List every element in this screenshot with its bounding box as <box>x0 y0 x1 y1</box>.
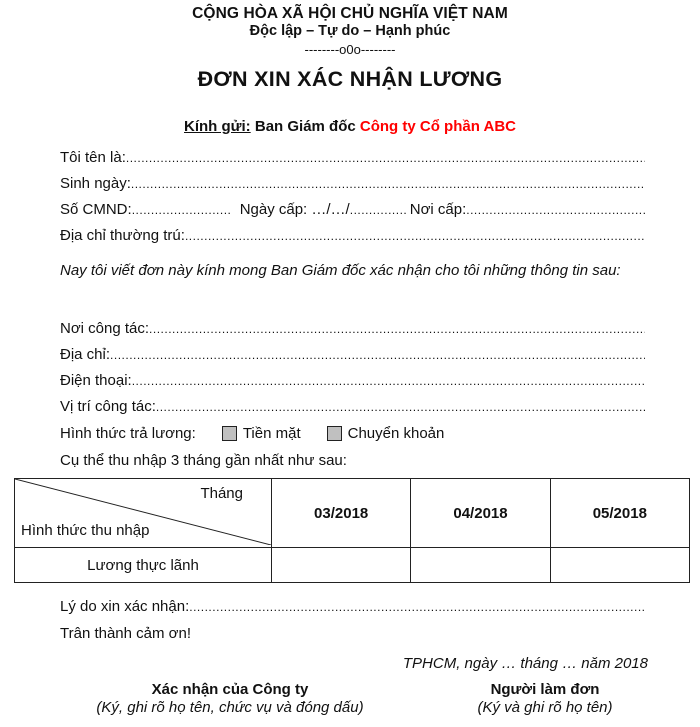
transfer-label: Chuyển khoản <box>347 425 445 442</box>
cash-label: Tiền mặt <box>242 425 301 442</box>
work-address-label: Địa chỉ: <box>60 346 111 363</box>
table-corner-cell <box>15 479 272 548</box>
salary-cell[interactable] <box>550 548 689 583</box>
phone-label: Điện thoại: <box>60 372 132 389</box>
month-header: 03/2018 <box>272 479 411 548</box>
thanks-text: Trân thành cảm ơn! <box>60 625 192 642</box>
nation-heading: CỘNG HÒA XÃ HỘI CHỦ NGHĨA VIỆT NAM <box>192 5 508 22</box>
workplace-label: Nơi công tác: <box>60 320 150 337</box>
dob-field[interactable] <box>60 175 645 195</box>
id-label: Số CMND: <box>60 201 132 218</box>
month-header: 05/2018 <box>550 479 689 548</box>
cash-checkbox[interactable] <box>222 426 237 441</box>
income-intro-text: Cụ thể thu nhập 3 tháng gần nhất như sau: <box>60 452 347 469</box>
address-dots <box>185 229 645 243</box>
transfer-option[interactable] <box>327 425 445 442</box>
issue-date-label: Ngày cấp: …/…/ <box>239 201 350 218</box>
corner-income-type-label: Hình thức thu nhập <box>21 522 150 539</box>
phone-field[interactable] <box>60 372 645 392</box>
reason-dots <box>189 600 645 614</box>
cash-option[interactable] <box>222 425 301 442</box>
income-table <box>14 478 690 583</box>
reason-field[interactable] <box>60 598 645 618</box>
corner-month-label: Tháng <box>200 485 243 502</box>
address-label: Địa chỉ thường trú: <box>60 227 185 244</box>
name-label: Tôi tên là: <box>60 149 126 166</box>
company-signature-title: Xác nhận của Công ty <box>151 681 309 698</box>
row-label-net-salary: Lương thực lãnh <box>15 548 272 583</box>
name-field[interactable] <box>60 149 645 169</box>
document-title: ĐƠN XIN XÁC NHẬN LƯƠNG <box>197 67 503 91</box>
position-label: Vị trí công tác: <box>60 398 156 415</box>
applicant-signature-title: Người làm đơn <box>490 681 600 698</box>
id-row <box>60 201 645 221</box>
dob-label: Sinh ngày: <box>60 175 131 192</box>
issue-place-dots[interactable] <box>466 203 645 217</box>
company-signature-block <box>70 681 390 716</box>
position-field[interactable] <box>60 398 645 418</box>
income-table-header-row <box>15 479 690 548</box>
place-date: TPHCM, ngày … tháng … năm 2018 <box>402 655 648 672</box>
salary-cell[interactable] <box>272 548 411 583</box>
table-row <box>15 548 690 583</box>
name-dots <box>126 151 645 165</box>
phone-dots <box>132 374 645 388</box>
reason-label: Lý do xin xác nhận: <box>60 598 190 615</box>
position-dots <box>156 400 645 414</box>
recipient-company: Công ty Cổ phần ABC <box>359 118 516 135</box>
payment-label: Hình thức trả lương: <box>60 425 196 442</box>
work-address-field[interactable] <box>60 346 645 366</box>
income-intro <box>60 452 645 472</box>
workplace-field[interactable] <box>60 320 645 340</box>
work-address-dots <box>110 348 645 362</box>
transfer-checkbox[interactable] <box>327 426 342 441</box>
company-signature-note: (Ký, ghi rõ họ tên, chức vụ và đóng dấu) <box>96 699 364 716</box>
motto-heading: Độc lập – Tự do – Hạnh phúc <box>249 23 451 39</box>
id-dots[interactable] <box>132 203 232 217</box>
address-field[interactable] <box>60 227 645 247</box>
applicant-signature-block <box>410 681 680 716</box>
request-paragraph: Nay tôi viết đơn này kính mong Ban Giám đốc xác nhận cho tôi những thông tin sau: <box>60 262 621 279</box>
issue-date-dots[interactable] <box>350 203 406 217</box>
issue-place-label: Nơi cấp: <box>409 201 467 218</box>
applicant-signature-note: (Ký và ghi rõ họ tên) <box>477 699 613 716</box>
payment-method-row <box>60 425 444 442</box>
month-header: 04/2018 <box>411 479 550 548</box>
recipient-to: Ban Giám đốc <box>250 118 360 135</box>
recipient-line <box>0 118 700 135</box>
recipient-label: Kính gửi: <box>184 118 251 135</box>
workplace-dots <box>149 322 645 336</box>
header-separator: --------o0o-------- <box>304 42 396 57</box>
salary-cell[interactable] <box>411 548 550 583</box>
dob-dots <box>131 177 645 191</box>
